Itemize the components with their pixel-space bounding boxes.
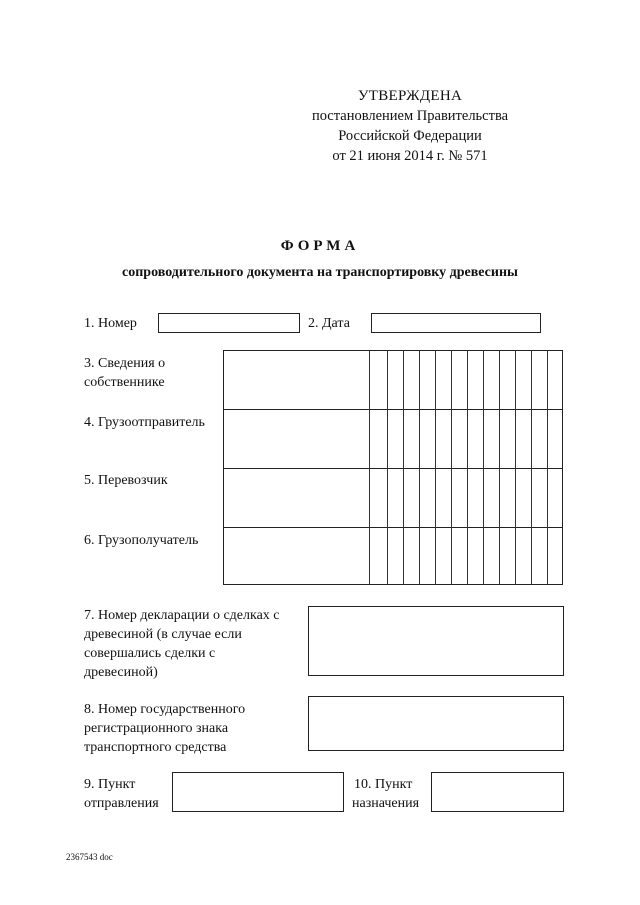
departure-field[interactable]	[172, 772, 344, 812]
vehicle-label-3: транспортного средства	[84, 740, 227, 755]
grid-column-divider	[403, 351, 404, 584]
grid-column-divider	[499, 351, 500, 584]
grid-row-divider	[224, 409, 562, 410]
owner-label-2: собственнике	[84, 375, 165, 390]
declaration-label-4: древесиной)	[84, 665, 158, 680]
owner-label-1: 3. Сведения о	[84, 356, 166, 371]
approval-line-1: постановлением Правительства	[311, 108, 509, 124]
grid-column-divider	[419, 351, 420, 584]
document-code: 2367543 doc	[66, 852, 113, 862]
grid-column-divider	[483, 351, 484, 584]
declaration-field[interactable]	[308, 606, 564, 676]
declaration-label-1: 7. Номер декларации о сделках с	[84, 608, 280, 623]
declaration-label-3: совершались сделки с	[84, 646, 216, 661]
date-label: 2. Дата	[308, 316, 350, 331]
form-title: ФОРМА	[280, 238, 360, 254]
vehicle-label-1: 8. Номер государственного	[84, 702, 246, 717]
consignee-label: 6. Грузополучатель	[84, 533, 199, 548]
vehicle-label-2: регистрационного знака	[84, 721, 229, 736]
approval-line-2: Российской Федерации	[338, 128, 482, 144]
number-label: 1. Номер	[84, 316, 137, 331]
approval-title: УТВЕРЖДЕНА	[357, 88, 463, 104]
form-subtitle: сопроводительного документа на транспортировку древесины	[122, 265, 518, 280]
parties-grid[interactable]	[223, 350, 563, 585]
number-field[interactable]	[158, 313, 300, 333]
vehicle-number-field[interactable]	[308, 696, 564, 751]
carrier-label: 5. Перевозчик	[84, 473, 168, 488]
departure-label-1: 9. Пункт	[84, 777, 136, 792]
grid-column-divider	[369, 351, 370, 584]
departure-label-2: отправления	[84, 796, 159, 811]
grid-column-divider	[387, 351, 388, 584]
grid-column-divider	[531, 351, 532, 584]
approval-block	[290, 86, 530, 166]
approval-line-3: от 21 июня 2014 г. № 571	[332, 148, 488, 164]
destination-label-1: 10. Пункт	[354, 777, 413, 792]
destination-field[interactable]	[431, 772, 564, 812]
grid-column-divider	[515, 351, 516, 584]
destination-label-2: назначения	[352, 796, 420, 811]
grid-column-divider	[435, 351, 436, 584]
declaration-label-2: древесиной (в случае если	[84, 627, 242, 642]
grid-column-divider	[467, 351, 468, 584]
grid-row-divider	[224, 468, 562, 469]
grid-column-divider	[451, 351, 452, 584]
grid-row-divider	[224, 527, 562, 528]
shipper-label: 4. Грузоотправитель	[84, 415, 205, 430]
date-field[interactable]	[371, 313, 541, 333]
grid-column-divider	[547, 351, 548, 584]
